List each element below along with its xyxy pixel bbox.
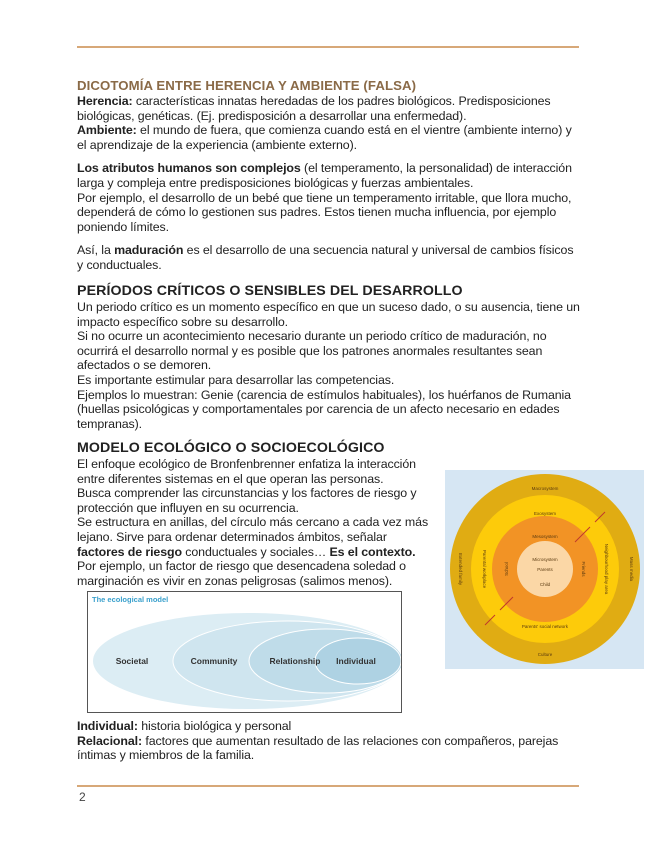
child-label: Child — [539, 582, 551, 587]
asi-pre: Así, la — [77, 243, 115, 258]
section-periodos-criticos — [77, 283, 582, 431]
modelo-p3-text: Se estructura en anillas, del círculo más cercano a cada vez más lejano. Sirve para ordenar determinados ámbitos, señalar — [77, 515, 429, 544]
asi-post: es el desarrollo de una secuencia natural y universal de cambios físicos y conductuales. — [77, 243, 574, 272]
heading-modelo: MODELO ECOLÓGICO O SOCIOECOLÓGICO — [77, 440, 385, 456]
label-societal: Societal — [115, 656, 149, 666]
atributos-paragraph — [77, 161, 582, 190]
section-modelo-ecologico — [77, 440, 432, 588]
top-rule — [77, 46, 579, 48]
section-herencia-ambiente — [77, 77, 582, 273]
herencia-paragraph — [77, 94, 582, 123]
contexto-bold: Es el contexto. — [329, 544, 416, 559]
ambiente-label: Ambiente: — [77, 123, 137, 138]
modelo-p1: El enfoque ecológico de Bronfenbrenner enfatiza la interacción entre diferentes sistemas en el que operan las personas. — [77, 457, 416, 486]
individual-text: historia biológica y personal — [137, 719, 292, 733]
ejemplo-paragraph: Por ejemplo, el desarrollo de un bebé que tiene un temperamento irritable, que llora mucho, dependerá de cómo lo gestionen sus padres. Estos tienen mucha influencia, por ejemplo poniendo límites. — [77, 190, 572, 234]
factores-riesgo-bold: factores de riesgo — [77, 544, 182, 559]
ambiente-paragraph — [77, 123, 582, 152]
maduracion-paragraph — [77, 243, 582, 272]
relacional-text: factores que aumentan resultado de las relaciones con compañeros, parejas íntimas y miembros de la familia. — [77, 733, 559, 763]
ecological-model-figure — [87, 591, 402, 713]
bronfenbrenner-diagram — [445, 470, 644, 669]
network-label: Parents' social network — [521, 624, 569, 629]
maduracion-bold: maduración — [114, 243, 184, 258]
periodos-p3: Es importante estimular para desarrollar las competencias. — [77, 372, 395, 387]
parents-label: Parents — [537, 567, 553, 572]
periodos-p4: Ejemplos lo muestran: Genie (carencia de estímulos habituales), los huérfanos de Rumania (huellas psicológicas y comportamentales por carencia de un afecto necesario en edades tempranas). — [77, 387, 571, 431]
relacional-label: Relacional: — [77, 733, 143, 748]
neighbourhood-label: Neighbourhood play area — [604, 543, 609, 595]
mass-media-label: Mass media — [629, 556, 634, 582]
bottom-rule — [77, 785, 579, 787]
school-label: School — [504, 562, 509, 576]
page-number: 2 — [79, 790, 86, 804]
friends-label: Friends — [581, 561, 586, 577]
atributos-text: (el temperamento, la personalidad) de interacción larga y compleja entre predisposiciones biológicas y fuerzas ambientales. — [77, 161, 572, 190]
relacional-paragraph — [77, 734, 582, 763]
herencia-text: características innatas heredadas de los padres biológicos. Predisposiciones biológicas, genéticas. (Ej. predisposición a desarrollar una enfermedad). — [77, 94, 551, 123]
meso-label: Mesosystem — [532, 534, 558, 539]
individual-paragraph — [77, 719, 582, 734]
niveles-definiciones — [77, 719, 582, 763]
micro-label: Microsystem — [532, 557, 558, 562]
individual-label: Individual: — [77, 719, 138, 733]
ambiente-text: el mundo de fuera, que comienza cuando está en el vientre (ambiente interno) y el aprendizaje de la experiencia (ambiente externo). — [77, 123, 572, 152]
extended-label: Extended family — [458, 552, 463, 586]
heading-periodos: PERÍODOS CRÍTICOS O SENSIBLES DEL DESARROLLO — [77, 283, 463, 299]
label-individual: Individual — [336, 656, 376, 666]
periodos-p1: Un periodo crítico es un momento específico en que un suceso dado, o su ausencia, tiene un impacto específico sobre su desarrollo. — [77, 300, 580, 329]
workplace-label: Parental workplace — [482, 549, 487, 589]
macro-label: Macrosystem — [531, 486, 559, 491]
label-relationship: Relationship — [269, 656, 321, 666]
exo-label: Exosystem — [533, 511, 557, 516]
herencia-label: Herencia: — [77, 94, 133, 108]
periodos-p2: Si no ocurre un acontecimiento necesario durante un periodo crítico de maduración, no ocurrirá el desarrollo normal y es posible que los patrones anormales resultantes sean afectados o se demoren. — [77, 329, 547, 373]
atributos-bold: Los atributos humanos son complejos — [77, 161, 301, 176]
modelo-p4: Por ejemplo, un factor de riesgo que desencadena soledad o marginación es vivir en zonas peligrosas (salimos menos). — [77, 559, 406, 588]
culture-label: Culture — [537, 652, 553, 657]
heading-dicotomia: DICOTOMÍA ENTRE HERENCIA Y AMBIENTE (FALSA) — [77, 78, 417, 93]
modelo-p3-mid: conductuales y sociales… — [181, 544, 330, 559]
eco-title: The ecological model — [92, 595, 169, 604]
modelo-p3 — [77, 515, 432, 559]
modelo-p2: Busca comprender las circunstancias y los factores de riesgo y protección que influyen en su ocurrencia. — [77, 486, 417, 515]
label-community: Community — [190, 656, 238, 666]
